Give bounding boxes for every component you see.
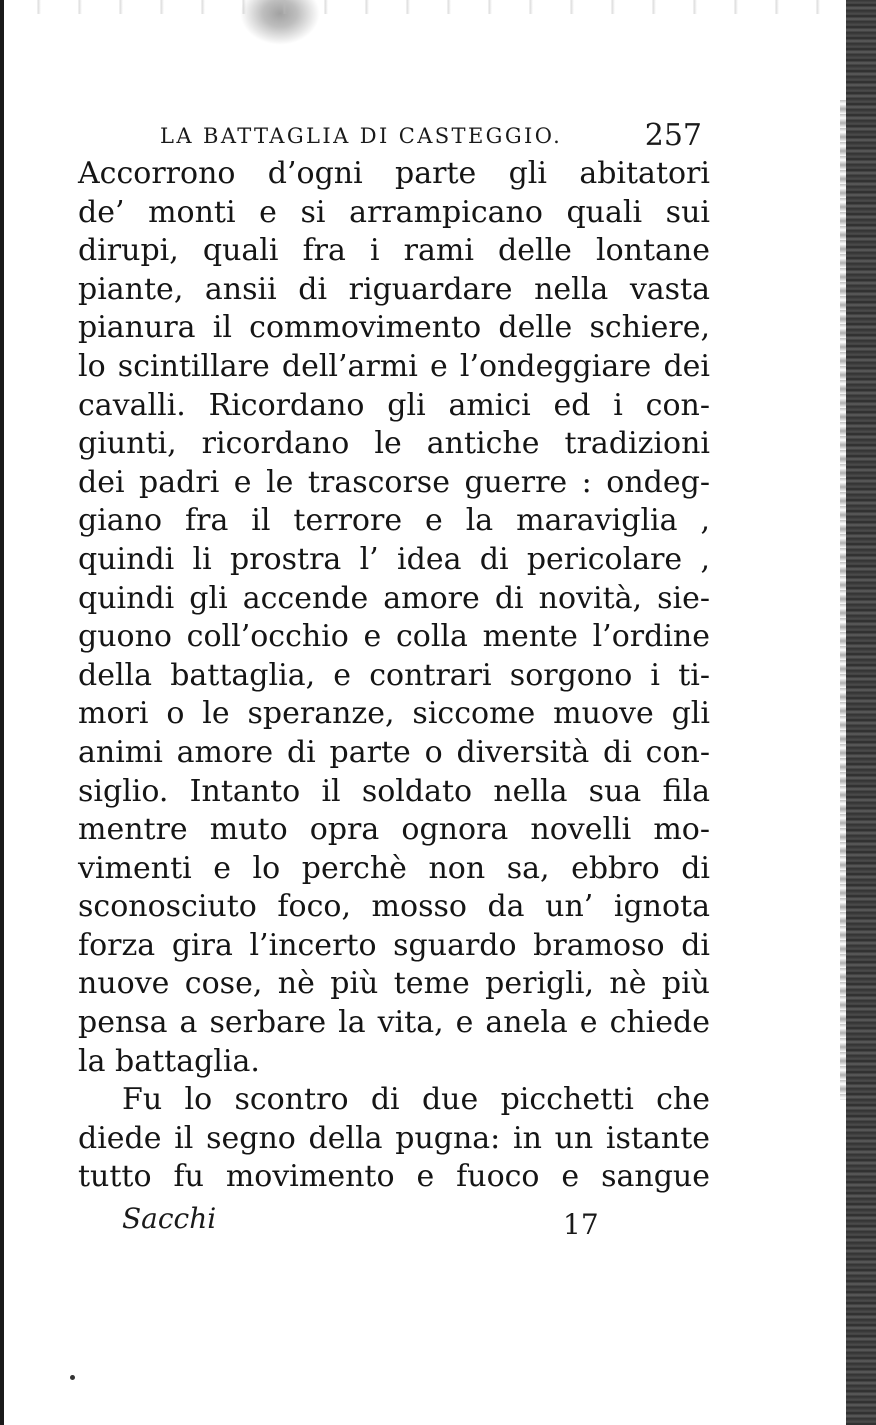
text-line: animi amore di parte o diversità di con- bbox=[78, 734, 710, 770]
text-line: pensa a serbare la vita, e anela e chiede bbox=[78, 1005, 710, 1041]
text-line: quindi li prostra l’ idea di pericolare , bbox=[78, 541, 710, 577]
text-line: tutto fu movimento e fuoco e sangue bbox=[78, 1159, 710, 1195]
ink-dot bbox=[70, 1375, 75, 1380]
text-line: nuove cose, nè più teme perigli, nè più bbox=[78, 966, 710, 1002]
running-title: LA BATTAGLIA DI CASTEGGIO. bbox=[160, 124, 563, 148]
gutter-shadow-right bbox=[846, 0, 876, 1425]
text-line: siglio. Intanto il soldato nella sua fila bbox=[78, 773, 710, 809]
body-text bbox=[78, 155, 710, 1197]
text-line: giunti, ricordano le antiche tradizioni bbox=[78, 426, 710, 462]
paper-specks bbox=[0, 0, 846, 14]
text-line: la battaglia. bbox=[78, 1043, 260, 1079]
text-line: dei padri e le trascorse guerre : ondeg- bbox=[78, 464, 710, 500]
text-line: cavalli. Ricordano gli amici ed i con- bbox=[78, 387, 710, 423]
page-number: 257 bbox=[644, 118, 702, 153]
running-head bbox=[160, 118, 720, 158]
text-line: sconosciuto foco, mosso da un’ ignota bbox=[78, 889, 710, 925]
text-line: pianura il commovimento delle schiere, bbox=[78, 310, 710, 346]
text-line: giano fra il terrore e la maraviglia , bbox=[78, 503, 710, 539]
text-line: mentre muto opra ognora novelli mo- bbox=[78, 812, 710, 848]
text-line: lo scintillare dell’armi e l’ondeggiare dei bbox=[78, 348, 710, 384]
text-line: piante, ansii di riguardare nella vasta bbox=[78, 271, 710, 307]
gutter-edge-texture bbox=[840, 100, 846, 1100]
text-line: della battaglia, e contrari sorgono i ti- bbox=[78, 657, 710, 693]
text-line: Accorrono d’ogni parte gli abitatori bbox=[78, 156, 710, 191]
text-line: dirupi, quali fra i rami delle lontane bbox=[78, 233, 710, 269]
text-line: diede il segno della pugna: in un istante bbox=[78, 1120, 710, 1156]
text-line: vimenti e lo perchè non sa, ebbro di bbox=[78, 850, 710, 886]
text-line: Fu lo scontro di due picchetti che bbox=[122, 1082, 710, 1118]
signature-mark: Sacchi bbox=[122, 1202, 217, 1235]
binding-shadow-left bbox=[0, 0, 4, 1425]
text-line: quindi gli accende amore di novità, sie- bbox=[78, 580, 710, 616]
text-line: de’ monti e si arrampicano quali sui bbox=[78, 194, 710, 230]
text-line: forza gira l’incerto sguardo bramoso di bbox=[78, 927, 710, 963]
text-line: guono coll’occhio e colla mente l’ordine bbox=[78, 619, 710, 655]
signature-number: 17 bbox=[563, 1208, 599, 1241]
text-line: mori o le speranze, siccome muove gli bbox=[78, 696, 710, 732]
